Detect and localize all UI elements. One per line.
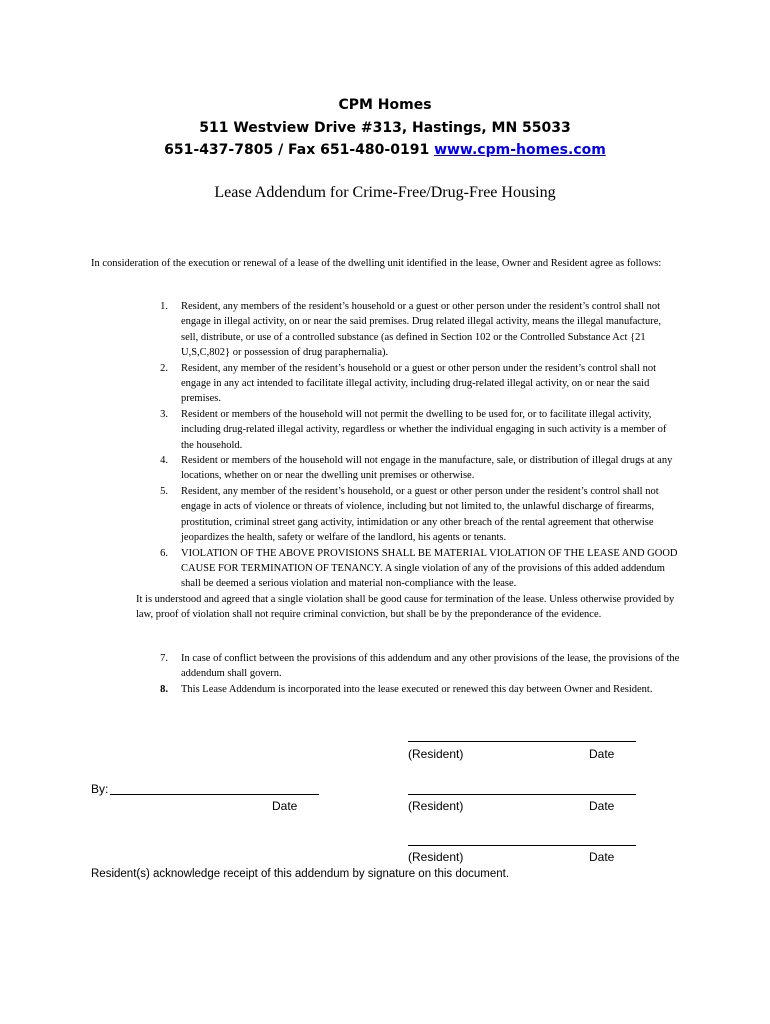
- owner-signature-line[interactable]: [110, 794, 319, 795]
- date-label-2: Date: [589, 799, 615, 813]
- provision-item: [150, 682, 680, 697]
- provisions-list: [150, 299, 680, 592]
- provision-text: Resident, any member of the resident’s household, or a guest or other person under the resident’s control shall not engage in acts of violence or threats of violence, including but not limited to, the unlawful discharge of firearms, prostitution, criminal street gang activity, intimidation or any other breach of the rental agreement that otherwise jeopardizes the health, safety or welfare of the landlord, his agents or tenants.: [181, 485, 659, 544]
- provision-number: 5.: [160, 485, 168, 497]
- provision-number: 8.: [160, 683, 168, 695]
- date-label-3: Date: [589, 850, 615, 864]
- understanding-paragraph: It is understood and agreed that a single violation shall be good cause for termination of the lease. Unless otherwise provided by law, proof of violation shall not require criminal conviction, but shall be by the preponderance of the evidence.: [136, 594, 675, 621]
- provision-text: Resident, any members of the resident’s household or a guest or other person under the resident’s control shall not engage in illegal activity, on or near the said premises. Drug related illegal activity, means the illegal manufacture, sell, distribute, or use of a controlled substance (as defined in Section 102 or the Controlled Substance Act {21 U,S,C,802} or possession of drug paraphernalia).: [181, 301, 662, 359]
- by-label: By:: [91, 782, 109, 796]
- resident-label-3: (Resident): [408, 850, 464, 864]
- resident-signature-line-3[interactable]: [408, 845, 636, 846]
- provisions-list-continued: [150, 651, 680, 697]
- provision-text: Resident or members of the household will not engage in the manufacture, sale, or distribution of illegal drugs at any locations, whether on or near the dwelling unit premises or otherwise.: [181, 455, 673, 482]
- provision-number: 3.: [160, 408, 168, 420]
- date-label-1: Date: [589, 747, 615, 761]
- provision-text: Resident, any member of the resident’s household or a guest or other person under the resident’s control shall not engage in any act intended to facilitate illegal activity, including drug-related illegal activity, on or near the said premises.: [181, 362, 657, 405]
- provision-number: 6.: [160, 547, 168, 559]
- provision-number: 4.: [160, 455, 168, 467]
- resident-signature-line-1[interactable]: [408, 741, 636, 742]
- provision-number: 1.: [160, 301, 168, 312]
- resident-label-1: (Resident): [408, 747, 464, 761]
- provision-item: [150, 361, 680, 407]
- phone-fax: 651-437-7805 / Fax 651-480-0191: [164, 142, 430, 158]
- company-contact: [0, 141, 770, 159]
- provision-text: Resident or members of the household will not permit the dwelling to be used for, or to facilitate illegal activity, including drug-related illegal activity, regardless or whether the individual engaging in such activity is a member of the household.: [181, 408, 667, 451]
- document-title: Lease Addendum for Crime-Free/Drug-Free Housing: [214, 184, 556, 201]
- acknowledgement-text: Resident(s) acknowledge receipt of this addendum by signature on this document.: [91, 868, 510, 880]
- provision-item: [150, 453, 680, 484]
- provision-item: [150, 546, 680, 592]
- company-address: 511 Westview Drive #313, Hastings, MN 55033: [199, 120, 571, 136]
- provision-number: 7.: [160, 653, 168, 664]
- provision-text: VIOLATION OF THE ABOVE PROVISIONS SHALL BE MATERIAL VIOLATION OF THE LEASE AND GOOD CAUSE FOR TERMINATION OF TENANCY. A single violation of any of the provisions of this added addendum shall be deemed a serious violation and material non-compliance with the lease.: [181, 547, 678, 590]
- provision-number: 2.: [160, 362, 168, 374]
- resident-signature-line-2[interactable]: [408, 794, 636, 795]
- provision-item: [150, 299, 680, 361]
- website-link[interactable]: www.cpm-homes.com: [434, 142, 606, 158]
- provision-item: [150, 484, 680, 546]
- company-name: CPM Homes: [338, 97, 432, 113]
- intro-paragraph: In consideration of the execution or renewal of a lease of the dwelling unit identified in the lease, Owner and Resident agree as follows:: [91, 258, 662, 269]
- provision-text: This Lease Addendum is incorporated into the lease executed or renewed this day between Owner and Resident.: [181, 683, 653, 695]
- resident-label-2: (Resident): [408, 799, 464, 813]
- owner-date-label: Date: [272, 799, 298, 813]
- provision-item: [150, 651, 680, 682]
- provision-item: [150, 407, 680, 453]
- provision-text: In case of conflict between the provisions of this addendum and any other provisions of the lease, the provisions of the addendum shall govern.: [181, 653, 680, 680]
